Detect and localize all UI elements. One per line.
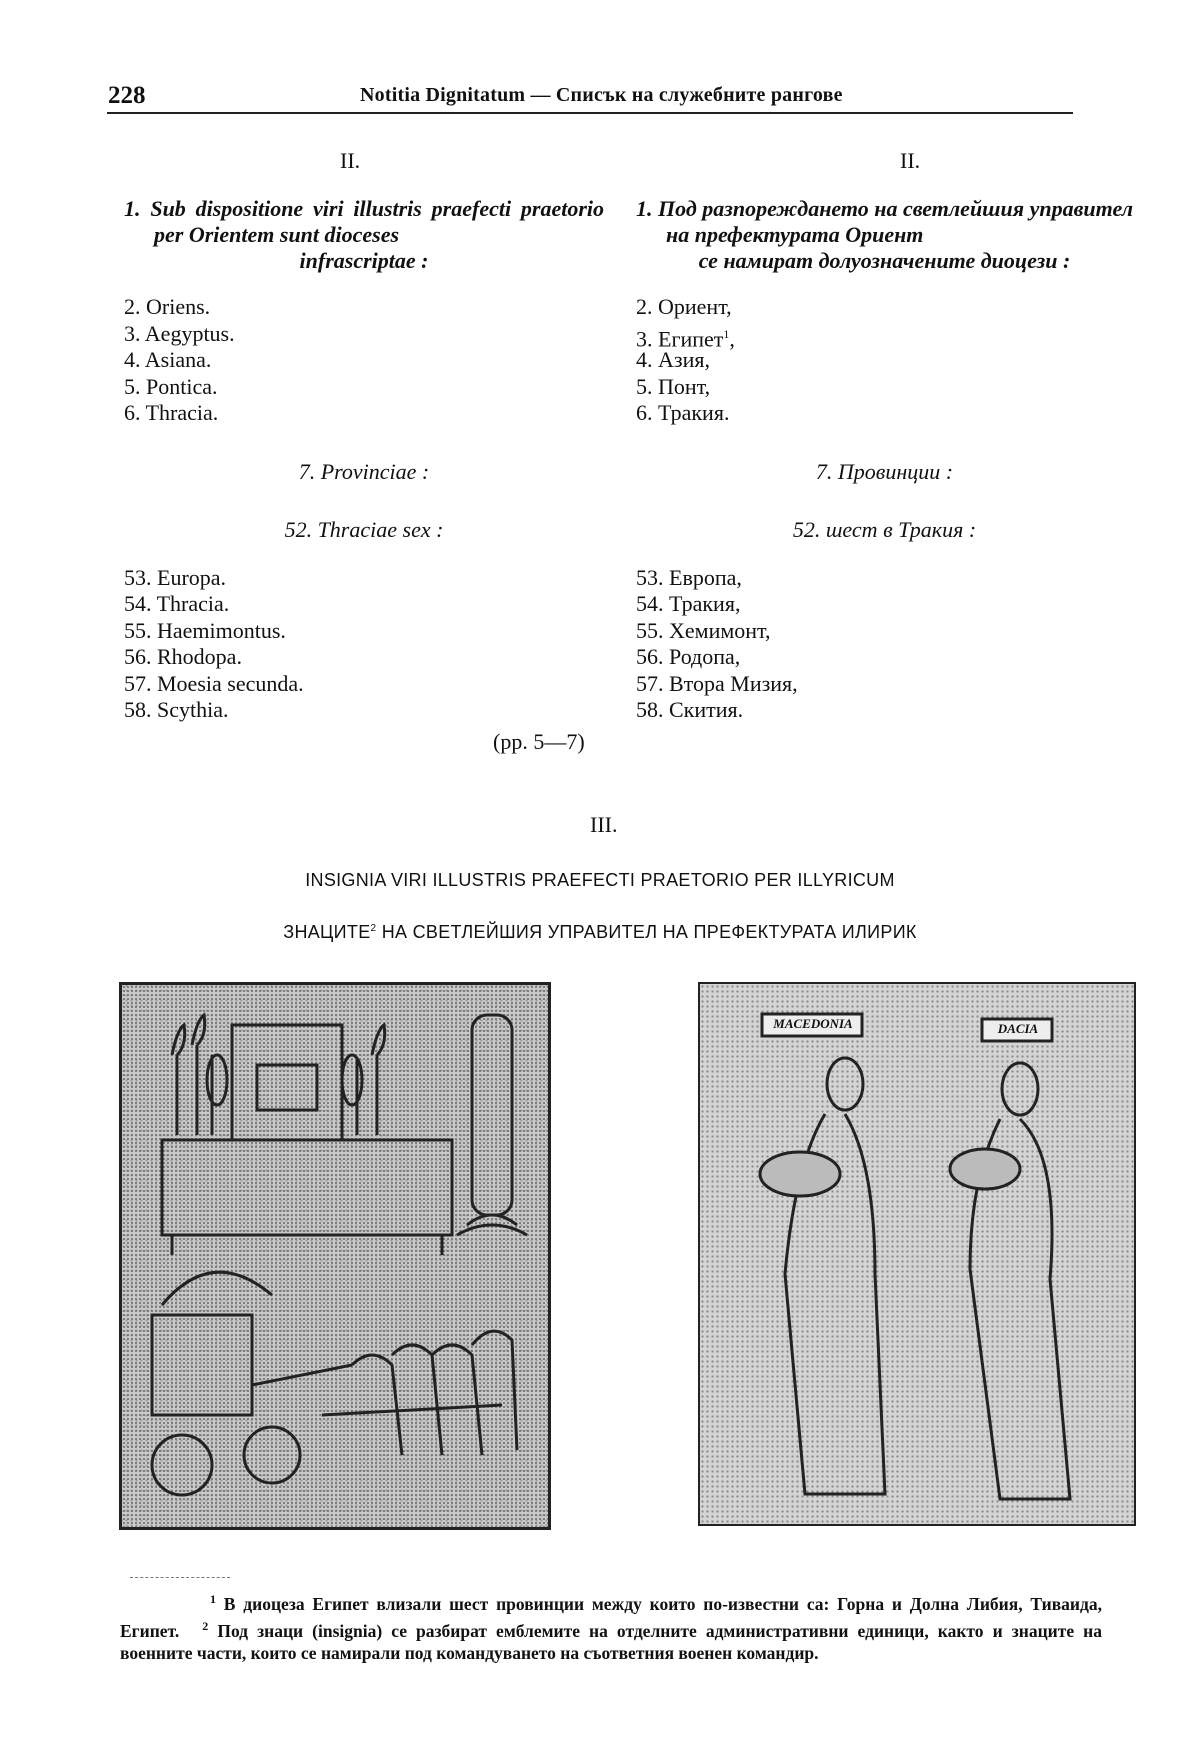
latin-thrace-heading: 52. Thraciae sex : xyxy=(284,516,444,542)
latin-provinces-heading: 7. Provinciae : xyxy=(298,458,430,484)
list-item: 56. Rhodopa. xyxy=(124,644,242,669)
label-dacia: DACIA xyxy=(997,1021,1039,1036)
footnotes xyxy=(120,1588,1102,1664)
page-reference: (pp. 5—7) xyxy=(493,729,585,754)
list-item: 53. Europa. xyxy=(124,564,227,590)
running-title: Notitia Dignitatum — Списък на служебните рангове xyxy=(360,84,843,106)
list-item: 55. Haemimontus. xyxy=(124,617,286,643)
item-suffix: , xyxy=(729,325,735,351)
footnote-2-mark: 2 xyxy=(202,1618,209,1633)
list-item: 2. Ориент, xyxy=(636,294,732,319)
list-item: 58. Scythia. xyxy=(124,697,229,722)
bg-column xyxy=(636,196,1133,724)
header-rule xyxy=(107,112,1073,114)
bg-section-heading: II. xyxy=(900,148,921,173)
list-item: 53. Европа, xyxy=(636,564,742,590)
latin-provinces-list xyxy=(124,565,604,724)
latin-column xyxy=(124,196,604,724)
bg-dioceses-list xyxy=(636,294,1133,427)
bg-thrace-heading: 52. шест в Тракия : xyxy=(792,516,977,542)
intro-number: 1. xyxy=(124,196,141,221)
latin-insignia-title: INSIGNIA VIRI ILLUSTRIS PRAEFECTI PRAETORIO PER ILLYRICUM xyxy=(305,870,895,890)
bg-insignia-title xyxy=(0,922,1200,943)
insignia-provinces-figure xyxy=(698,982,1136,1526)
title-part: ЗНАЦИТЕ xyxy=(283,922,371,942)
bg-provinces-list xyxy=(636,565,1133,724)
list-item: 4. Asiana. xyxy=(124,347,212,372)
latin-section-heading: II. xyxy=(340,148,361,173)
intro-number: 1. xyxy=(636,196,653,221)
list-item: 57. Moesia secunda. xyxy=(124,670,304,696)
list-item: 54. Thracia. xyxy=(124,591,230,616)
footnote-1-mark: 1 xyxy=(210,1592,216,1606)
footnote-mark[interactable]: 1 xyxy=(723,326,730,341)
intro-text-end: infrascriptae : xyxy=(299,248,429,273)
intro-text: Под разпореждането на светлейшия управител на префектурата Ориент xyxy=(658,196,1133,247)
latin-intro xyxy=(124,196,604,274)
insignia-altar-chariot-figure xyxy=(119,982,551,1530)
list-item: 6. Thracia. xyxy=(124,400,219,425)
intro-text: Sub dispositione viri illustris praefecti praetorio per Orientem sunt dioceses xyxy=(150,196,605,247)
list-item: 54. Тракия, xyxy=(636,591,741,616)
list-item: 55. Хемимонт, xyxy=(636,617,771,643)
list-item: 5. Понт, xyxy=(636,373,711,399)
latin-dioceses-list xyxy=(124,294,604,427)
list-item: 2. Oriens. xyxy=(124,294,211,319)
section-iii-heading: III. xyxy=(590,812,618,837)
footnote-mark[interactable]: 2 xyxy=(370,923,377,934)
list-item: 6. Тракия. xyxy=(636,400,730,425)
page-number: 228 xyxy=(108,82,146,109)
list-item: 56. Родопа, xyxy=(636,644,741,669)
footnote-1: В диоцеза Египет влизали шест провинции между които по-известни са: Горна и Долна Либия, Тиваида, Египет. xyxy=(120,1593,1102,1641)
bg-intro xyxy=(636,196,1133,274)
list-item: 4. Азия, xyxy=(636,347,710,372)
label-macedonia: MACEDONIA xyxy=(773,1016,853,1031)
title-part: НА СВЕТЛЕЙШИЯ УПРАВИТЕЛ НА ПРЕФЕКТУРАТА ИЛИРИК xyxy=(376,922,917,942)
footnote-rule xyxy=(130,1577,230,1579)
list-item xyxy=(636,321,1133,351)
list-item: 57. Втора Мизия, xyxy=(636,670,798,696)
list-item: 3. Aegyptus. xyxy=(124,320,235,346)
intro-text-end: се намират долуозначените диоцези : xyxy=(698,248,1071,273)
bg-provinces-heading: 7. Провинции : xyxy=(815,458,954,484)
list-item: 5. Pontica. xyxy=(124,373,218,399)
item-text: 3. Египет xyxy=(636,325,724,351)
footnote-2: Под знаци (insignia) се разбират емблемите на отделните административни единици, както и знаците на военните части, които се намирали под командуването на съответния военен командир. xyxy=(120,1620,1103,1663)
list-item: 58. Скития. xyxy=(636,697,744,722)
